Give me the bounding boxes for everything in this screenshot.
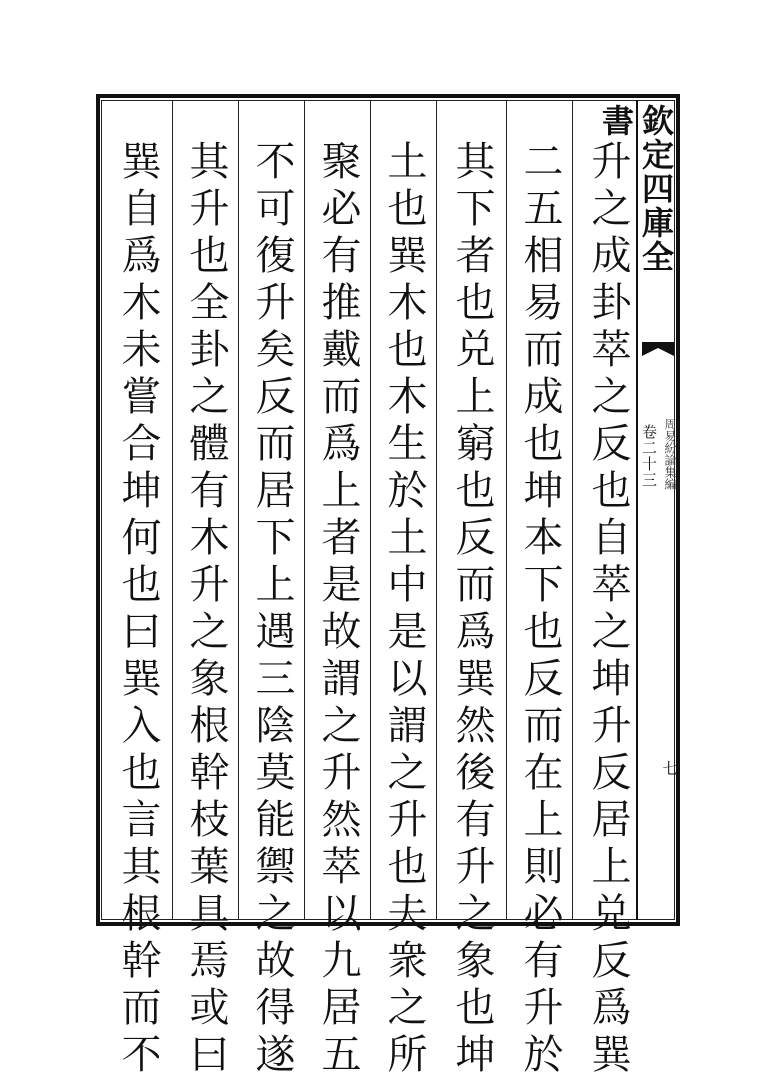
juan-number: 卷二十三 xyxy=(640,424,658,488)
column-rule xyxy=(572,100,573,920)
column-rule xyxy=(506,100,507,920)
text-column-5: 聚必有推戴而爲上者是故謂之升然萃以九居五 xyxy=(315,140,361,1080)
text-column-7: 其升也全卦之體有木升之象根幹枝葉具焉或曰 xyxy=(183,140,229,1080)
folio-number: 七 xyxy=(660,760,679,776)
book-banner-title: 欽定四庫全書 xyxy=(597,104,675,274)
text-column-1: 升之成卦萃之反也自萃之坤升反居上兑反爲巽 xyxy=(585,140,631,1080)
side-book-title: 周易紛論集編 xyxy=(663,418,677,490)
column-rule xyxy=(172,100,173,920)
fish-tail-ornament xyxy=(640,338,676,362)
column-rule xyxy=(238,100,239,920)
text-column-8: 巽自爲木未嘗合坤何也曰巽入也言其根幹而不 xyxy=(115,140,161,1080)
text-column-3: 其下者也兑上窮也反而爲巽然後有升之象也坤 xyxy=(449,140,495,1080)
text-column-6: 不可復升矣反而居下上遇三陰莫能禦之故得遂 xyxy=(249,140,295,1080)
text-column-2: 二五相易而成也坤本下也反而在上則必有升於 xyxy=(517,140,563,1080)
column-rule xyxy=(304,100,305,920)
column-rule xyxy=(370,100,371,920)
column-rule xyxy=(436,100,437,920)
text-column-4: 土也巽木也木生於土中是以謂之升也夫衆之所 xyxy=(381,140,427,1080)
